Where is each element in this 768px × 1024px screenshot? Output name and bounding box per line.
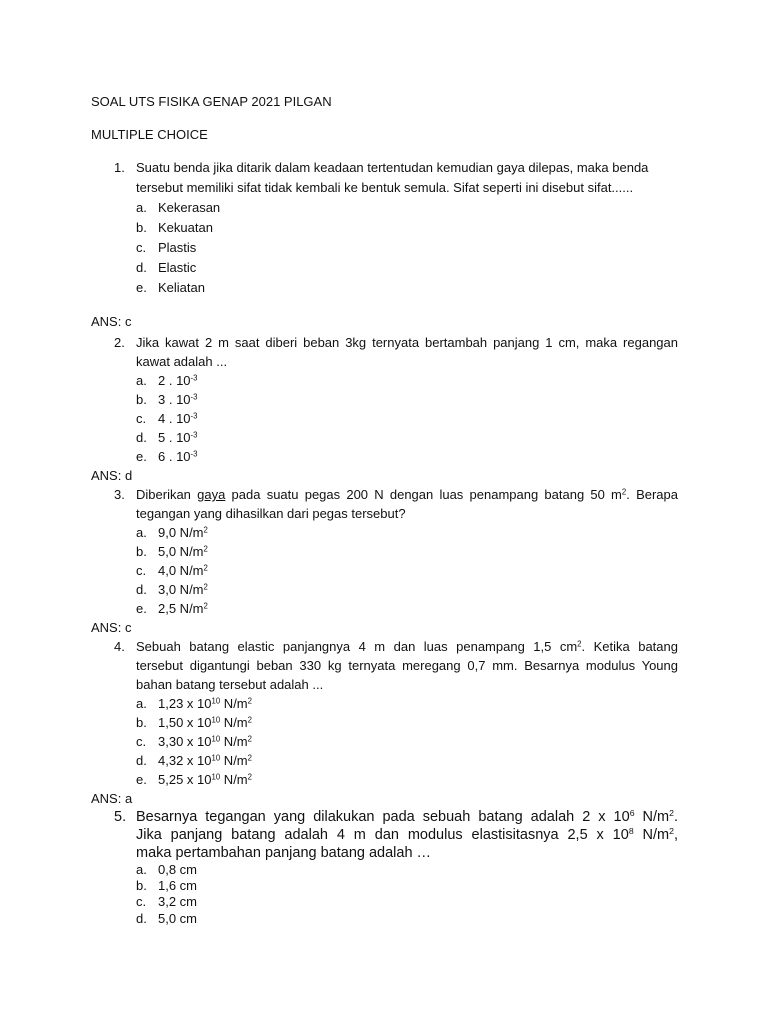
exponent: 2 — [247, 772, 252, 782]
exponent: 2 — [203, 563, 208, 573]
option-letter: c. — [136, 734, 147, 749]
exponent: 2 — [203, 601, 208, 611]
question-text-line: tersebut digantungi beban 330 kg ternyata meregang 0,7 mm. Besarnya modulus Young — [136, 658, 678, 673]
option-text: 5 . 10 — [158, 430, 191, 445]
question-text-line — [136, 487, 678, 502]
option-letter: d. — [136, 582, 147, 597]
option-letter: c. — [136, 240, 147, 255]
text-run: Besarnya tegangan yang dilakukan pada sebuah batang adalah 2 x 10 — [136, 809, 630, 825]
exponent: 2 — [669, 808, 674, 819]
text-run: . Berapa — [626, 487, 678, 502]
exponent: 2 — [247, 715, 252, 725]
option-text: Keliatan — [158, 280, 205, 295]
text-run: Diberikan — [136, 487, 198, 502]
text-run: Sebuah batang elastic panjangnya 4 m dan luas penampang 1,5 cm — [136, 639, 578, 654]
exponent: 8 — [628, 826, 634, 837]
option-letter: c. — [136, 411, 147, 426]
question-number: 3. — [114, 487, 125, 502]
option-unit: N/m — [220, 734, 248, 749]
exponent: 2 — [247, 696, 252, 706]
question-text-line — [136, 827, 678, 843]
option-letter: b. — [136, 220, 147, 235]
option-letter: e. — [136, 772, 147, 787]
question-number: 2. — [114, 335, 125, 350]
option-text: Plastis — [158, 240, 197, 255]
option-letter: d. — [136, 753, 147, 768]
exponent: 2 — [247, 753, 252, 763]
option-text: 1,6 cm — [158, 878, 198, 893]
option-text: 6 . 10 — [158, 449, 191, 464]
option-text: Kekerasan — [158, 200, 221, 215]
exponent: 10 — [211, 715, 221, 725]
option-letter: c. — [136, 563, 147, 578]
option-text: Elastic — [158, 260, 197, 275]
option-text: 3,0 N/m — [158, 582, 204, 597]
text-run: N/m — [634, 809, 670, 825]
underlined-word: gaya — [197, 487, 226, 502]
option-unit: N/m — [220, 696, 248, 711]
option-letter: a. — [136, 696, 147, 711]
text-run: N/m — [633, 827, 670, 843]
exponent: 10 — [211, 753, 221, 763]
option-text: 0,8 cm — [158, 862, 198, 877]
option-letter: a. — [136, 200, 147, 215]
answer-label: ANS: c — [91, 620, 132, 635]
question-number: 4. — [114, 639, 125, 654]
option-text: 4 . 10 — [158, 411, 191, 426]
exponent: -3 — [190, 373, 198, 383]
exponent: 2 — [577, 639, 582, 649]
answer-label: ANS: a — [91, 791, 133, 806]
option-unit: N/m — [220, 753, 248, 768]
exponent: -3 — [190, 392, 198, 402]
option-letter: e. — [136, 280, 147, 295]
text-run: Jika panjang batang adalah 4 m dan modulus elastisitasnya 2,5 x 10 — [136, 827, 629, 843]
option-text: 1,23 x 10 — [158, 696, 212, 711]
question-number: 1. — [114, 160, 125, 175]
option-letter: a. — [136, 373, 147, 388]
option-letter: d. — [136, 260, 147, 275]
option-text: 3 . 10 — [158, 392, 191, 407]
question-text-line: kawat adalah ... — [136, 354, 228, 369]
question-text-line — [136, 809, 678, 825]
option-text: 1,50 x 10 — [158, 715, 212, 730]
option-text: 3,30 x 10 — [158, 734, 212, 749]
question-text-line — [136, 639, 678, 654]
exponent: 6 — [629, 808, 635, 819]
option-unit: N/m — [220, 772, 248, 787]
option-text: Kekuatan — [158, 220, 213, 235]
exponent: 2 — [669, 826, 674, 837]
exponent: 10 — [211, 696, 221, 706]
option-text: 9,0 N/m — [158, 525, 204, 540]
question-text-line: bahan batang tersebut adalah ... — [136, 677, 324, 692]
option-text: 2 . 10 — [158, 373, 191, 388]
answer-label: ANS: c — [91, 314, 132, 329]
exponent: 10 — [211, 734, 221, 744]
option-letter: b. — [136, 878, 147, 893]
option-letter: b. — [136, 715, 147, 730]
question-text-line: maka pertambahan panjang batang adalah … — [136, 845, 432, 861]
question-text-line: Suatu benda jika ditarik dalam keadaan tertentudan kemudian gaya dilepas, maka benda — [136, 160, 649, 175]
exponent: -3 — [190, 411, 198, 421]
option-letter: a. — [136, 525, 147, 540]
exponent: 2 — [203, 544, 208, 554]
option-text: 5,0 cm — [158, 911, 198, 926]
option-text: 4,0 N/m — [158, 563, 204, 578]
question-text-line: Jika kawat 2 m saat diberi beban 3kg ternyata bertambah panjang 1 cm, maka regangan — [136, 335, 678, 350]
exponent: 2 — [203, 525, 208, 535]
exponent: 2 — [621, 487, 627, 497]
text-run: . — [673, 809, 679, 825]
question-number: 5. — [114, 809, 127, 825]
option-text: 2,5 N/m — [158, 601, 204, 616]
exponent: 10 — [211, 772, 221, 782]
option-text: 5,25 x 10 — [158, 772, 212, 787]
exponent: 2 — [203, 582, 208, 592]
option-letter: d. — [136, 430, 147, 445]
option-text: 3,2 cm — [158, 894, 198, 909]
text-run: pada suatu pegas 200 N dengan luas penampang batang 50 m — [225, 487, 622, 502]
option-text: 4,32 x 10 — [158, 753, 212, 768]
text-run: , — [673, 827, 679, 843]
option-letter: e. — [136, 449, 147, 464]
option-letter: c. — [136, 894, 147, 909]
exponent: -3 — [190, 449, 198, 459]
answer-label: ANS: d — [91, 468, 133, 483]
option-letter: b. — [136, 392, 147, 407]
document-title: SOAL UTS FISIKA GENAP 2021 PILGAN — [91, 94, 332, 109]
text-run: . Ketika batang — [581, 639, 678, 654]
section-heading: MULTIPLE CHOICE — [91, 127, 208, 142]
option-letter: d. — [136, 911, 147, 926]
option-letter: a. — [136, 862, 147, 877]
question-text-line: tersebut memiliki sifat tidak kembali ke bentuk semula. Sifat seperti ini disebut sifat...... — [136, 180, 634, 195]
exponent: -3 — [190, 430, 198, 440]
exponent: 2 — [247, 734, 252, 744]
option-letter: e. — [136, 601, 147, 616]
option-text: 5,0 N/m — [158, 544, 204, 559]
option-letter: b. — [136, 544, 147, 559]
question-text-line: tegangan yang dihasilkan dari pegas tersebut? — [136, 506, 406, 521]
option-unit: N/m — [220, 715, 248, 730]
